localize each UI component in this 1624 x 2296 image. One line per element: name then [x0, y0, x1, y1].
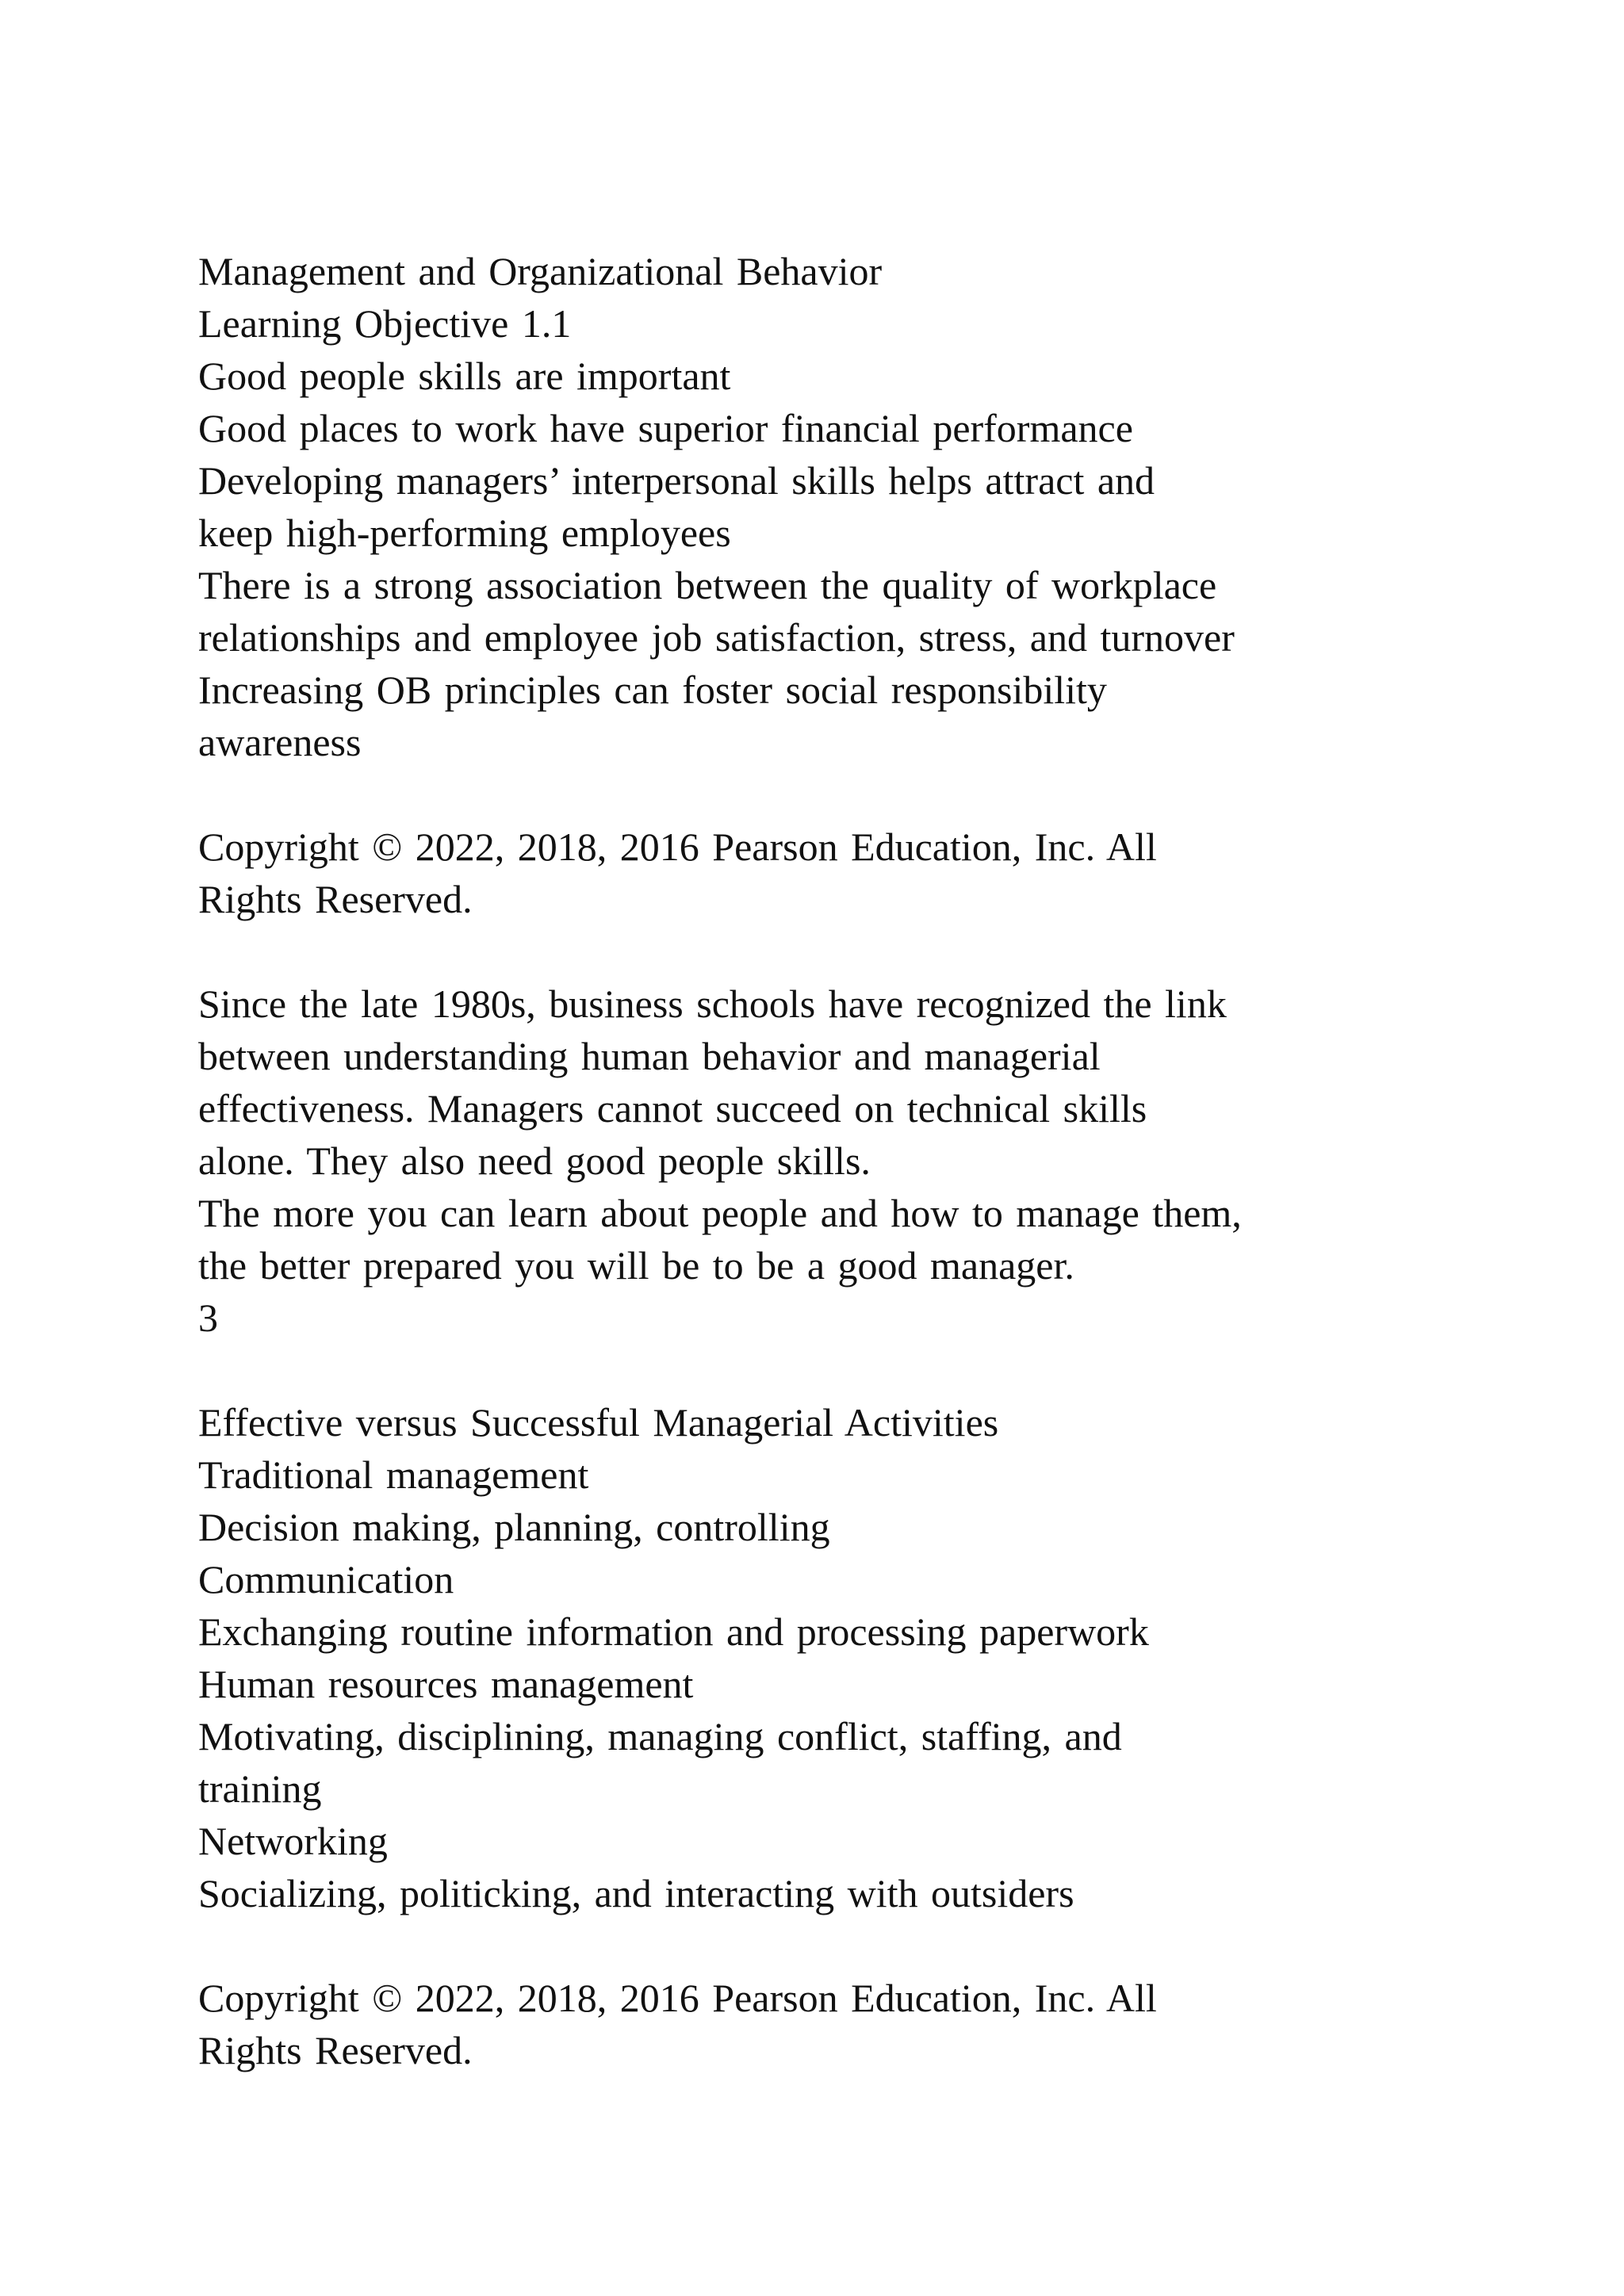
slide-title: Management and Organizational Behavior — [198, 249, 883, 293]
slide-line: Socializing, politicking, and interacting with outsiders — [198, 1871, 1074, 1915]
slide-line: Networking — [198, 1819, 388, 1863]
slide-line: There is a strong association between the quality of workplace — [198, 563, 1217, 607]
copyright-line: Copyright © 2022, 2018, 2016 Pearson Education, Inc. All — [198, 825, 1157, 869]
notes-line: Since the late 1980s, business schools have recognized the link — [198, 982, 1227, 1026]
slide-line: Learning Objective 1.1 — [198, 301, 572, 346]
slide-line: keep high-performing employees — [198, 511, 731, 555]
notes-line: The more you can learn about people and how to manage them, — [198, 1191, 1242, 1235]
slide-line: Human resources management — [198, 1662, 694, 1706]
slide-line: Developing managers’ interpersonal skills helps attract and — [198, 458, 1155, 503]
slide-line: Communication — [198, 1557, 454, 1601]
copyright-line: Copyright © 2022, 2018, 2016 Pearson Education, Inc. All — [198, 1976, 1157, 2020]
notes-line: alone. They also need good people skills. — [198, 1138, 871, 1183]
page-number: 3 — [198, 1295, 218, 1340]
slide-title: Effective versus Successful Managerial Activities — [198, 1400, 999, 1445]
slide-line: relationships and employee job satisfaction, stress, and turnover — [198, 615, 1235, 660]
notes-line: the better prepared you will be to be a good manager. — [198, 1243, 1074, 1288]
slide-line: Motivating, disciplining, managing conflict, staffing, and — [198, 1714, 1122, 1758]
slide-line: Good people skills are important — [198, 354, 731, 398]
slide-line: Exchanging routine information and processing paperwork — [198, 1609, 1149, 1654]
copyright-line: Rights Reserved. — [198, 877, 473, 921]
blank-line — [198, 925, 1546, 978]
notes-line: effectiveness. Managers cannot succeed on technical skills — [198, 1086, 1147, 1131]
blank-line — [198, 1919, 1546, 1972]
slide-line: Traditional management — [198, 1452, 589, 1497]
slide-line: Increasing OB principles can foster social responsibility — [198, 668, 1107, 712]
blank-line — [198, 768, 1546, 821]
document-text — [198, 245, 1546, 2076]
notes-line: between understanding human behavior and managerial — [198, 1034, 1101, 1078]
slide-line: awareness — [198, 720, 362, 764]
copyright-line: Rights Reserved. — [198, 2028, 473, 2072]
slide-line: Good places to work have superior financial performance — [198, 406, 1133, 450]
blank-line — [198, 1344, 1546, 1396]
slide-line: Decision making, planning, controlling — [198, 1505, 830, 1549]
slide-line: training — [198, 1766, 322, 1811]
